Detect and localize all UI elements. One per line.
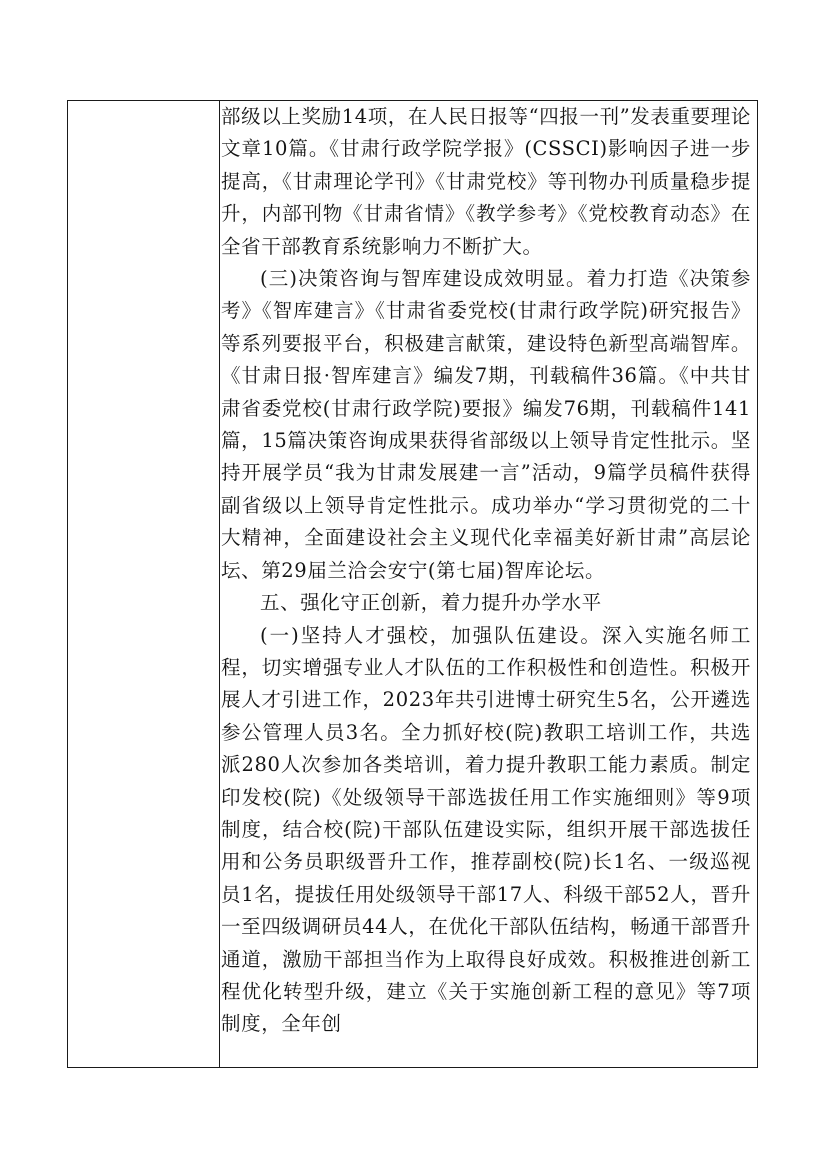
paragraph-think-tank: (三)决策咨询与智库建设成效明显。着力打造《决策参考》《智库建言》《甘肃省委党校(甘肃行政学院)研究报告》等系列要报平台，积极建言献策，建设特色新型高端智库。《甘肃日报·智库建言》编发7期，刊载稿件36篇。《中共甘肃省委党校(甘肃行政学院)要报》编发76期，刊载稿件141篇，15篇决策咨询成果获得省部级以上领导肯定性批示。坚持开展学员“我为甘肃发展建一言”活动，9篇学员稿件获得副省级以上领导肯定性批示。成功举办“学习贯彻党的二十大精神，全面建设社会主义现代化幸福美好新甘肃”高层论坛、第29届兰洽会安宁(第七届)智库论坛。 — [221, 267, 751, 582]
body-text — [221, 101, 751, 1041]
paragraph-publications: 部级以上奖励14项，在人民日报等“四报一刊”发表重要理论文章10篇。《甘肃行政学院学报》(CSSCI)影响因子进一步提高，《甘肃理论学刊》《甘肃党校》等刊物办刊质量稳步提升，内部刊物《甘肃省情》《教学参考》《党校教育动态》在全省干部教育系统影响力不断扩大。 — [221, 105, 751, 258]
content-cell — [221, 101, 757, 1067]
content-table — [67, 100, 758, 1068]
left-label-cell — [68, 101, 220, 1067]
paragraph-talent: (一)坚持人才强校，加强队伍建设。深入实施名师工程，切实增强专业人才队伍的工作积极性和创造性。积极开展人才引进工作，2023年共引进博士研究生5名，公开遴选参公管理人员3名。全力抓好校(院)教职工培训工作，共选派280人次参加各类培训，着力提升教职工能力素质。制定印发校(院)《处级领导干部选拔任用工作实施细则》等9项制度，结合校(院)干部队伍建设实际，组织开展干部选拔任用和公务员职级晋升工作，推荐副校(院)长1名、一级巡视员1名，提拔任用处级领导干部17人、科级干部52人，晋升一至四级调研员44人，在优化干部队伍结构，畅通干部晋升通道，激励干部担当作为上取得良好成效。积极推进创新工程优化转型升级，建立《关于实施创新工程的意见》等7项制度，全年创 — [221, 623, 751, 1036]
section-heading-five: 五、强化守正创新，着力提升办学水平 — [260, 591, 602, 615]
